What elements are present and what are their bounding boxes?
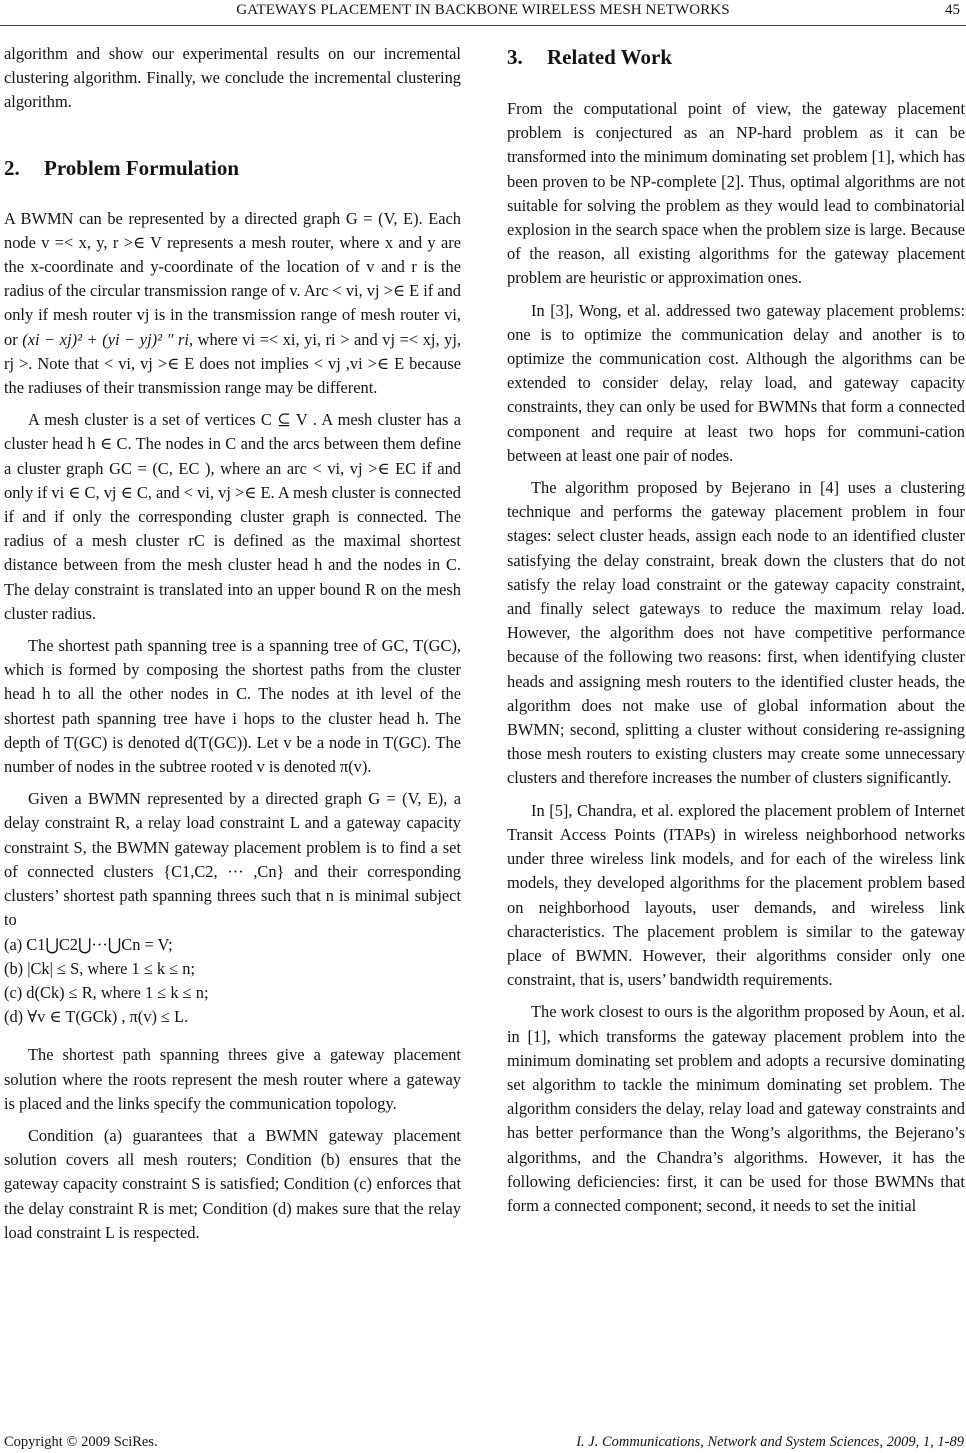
condition-a: (a) C1⋃C2⋃···⋃Cn = V; — [4, 934, 173, 954]
header-rule — [0, 25, 966, 26]
copyright-notice: Copyright © 2009 SciRes. — [4, 1434, 158, 1450]
paragraph: The work closest to ours is the algorithm proposed by Aoun, et al. in [1], which transforms the gateway placement problem into the minimum dominating set problem and adopts a recursive dominating set algorithm to tackle the minimum dominating set problem. The algorithm considers the delay, relay load and gateway constraints and has better performance than the Wong’s algorithms, the Bejerano’s algorithms, and the Chandra’s algorithms. However, it has the following deficiencies: first, it can be used for those BWMNs that form a connected component; second, it needs to set the initial — [507, 1002, 965, 1215]
paragraph: The shortest path spanning threes give a gateway placement solution where the roots represent the mesh router where a gateway is placed and the links specify the communication topology. — [4, 1045, 461, 1113]
paragraph: In [3], Wong, et al. addressed two gateway placement problems: one is to optimize the communication delay and another is to optimize the communication cost. Although the algorithms can be extended to consider delay, relay load, and gateway capacity constraints, they can only be used for BWMNs that form a connected component and require at least two hops for communi-cation between at least one pair of nodes. — [507, 300, 965, 465]
section-heading-3 — [507, 44, 965, 70]
page-number: 45 — [945, 2, 960, 18]
page-footer — [0, 1430, 966, 1452]
distance-formula: (xi − xj)² + (yi − yj)² ″ ri — [22, 329, 189, 349]
section-number: 3. — [507, 45, 523, 69]
section-title: Related Work — [547, 45, 673, 69]
paragraph: The algorithm proposed by Bejerano in [4] uses a clustering technique and performs the gateway placement problem in four stages: select cluster heads, assign each node to an identified cluster satisfying the delay constraint, break down the clusters that do not satisfy the relay load constraint or the gateway capacity constraint, and finally select gateways to reduce the maximum relay load. However, the algorithm does not have competitive performance because of the following two reasons: first, when identifying cluster heads and assigning mesh routers to the identified cluster heads, the algorithm does not make use of global information about the BWMN; second, splitting a cluster without considering re-assigning those mesh routers to existing clusters may create some unnecessary clusters and therefore increases the number of clusters significantly. — [507, 478, 965, 788]
right-column — [507, 42, 965, 1218]
intro-end-paragraph: algorithm and show our experimental results on our incremental clustering algorithm. Finally, we conclude the incremental clustering algorithm. — [4, 44, 461, 112]
section-number: 2. — [4, 155, 20, 180]
section-heading-2 — [4, 155, 461, 181]
left-column — [4, 42, 461, 1245]
paragraph: Condition (a) guarantees that a BWMN gateway placement solution covers all mesh routers; Condition (b) ensures that the gateway capacity constraint S is satisfied; Condition (c) enforces that the delay constraint R is met; Condition (d) makes sure that the relay load constraint L is respected. — [4, 1125, 461, 1242]
paragraph-text: A BWMN can be represented by a directed graph G = (V, E). Each node v =< x, y, r >∈ V represents a mesh router, where x and y are the x-coordinate and y-coordinate of the location of v and r is the radius of the circular transmission range of v. Arc < vi, vj >∈ E if and only if mesh router vj is in the transmission range of mesh router vi, or — [4, 208, 461, 349]
running-title: GATEWAYS PLACEMENT IN BACKBONE WIRELESS MESH NETWORKS — [236, 2, 730, 18]
paragraph: In [5], Chandra, et al. explored the placement problem of Internet Transit Access Points (ITAPs) in wireless neighborhood networks under three wireless link models, and for each of the wireless link models, they developed algorithms for the placement problem based on neighborhood layouts, user demands, and wireless link characteristics. The placement problem is similar to the gateway place of BWMN. However, their algorithms consider only one constraint, that is, users’ bandwidth requirements. — [507, 800, 965, 990]
paragraph: The shortest path spanning tree is a spanning tree of GC, T(GC), which is formed by composing the shortest paths from the cluster head h to all the other nodes in C. The nodes at ith level of the shortest path spanning tree have i hops to the cluster head h. The depth of T(GC) is denoted d(T(GC)). Let v be a node in T(GC). The number of nodes in the subtree rooted v is denoted π(v). — [4, 636, 461, 777]
paragraph: A mesh cluster is a set of vertices C ⊆ V . A mesh cluster has a cluster head h ∈ C. The nodes in C and the arcs between them define a cluster graph GC = (C, EC ), where an arc < vi, vj >∈ EC if and only if vi ∈ C, vj ∈ C, and < vi, vj >∈ E. A mesh cluster is connected if and if only the corresponding cluster graph is connected. The radius of a mesh cluster rC is defined as the maximal shortest distance between from the mesh cluster head h and the nodes in C. The delay constraint is translated into an upper bound R on the mesh cluster radius. — [4, 410, 461, 623]
condition-d: (d) ∀v ∈ T(GCk) , π(v) ≤ L. — [4, 1007, 189, 1027]
page-header — [0, 0, 966, 24]
section-title: Problem Formulation — [44, 155, 240, 180]
paragraph — [4, 207, 461, 401]
paragraph-text: , where vi =< xi, yi, ri > and vj =< xj, yj, rj >. Note that < vi, vj >∈ E does not implies < vj ,vi >∈ E because the radiuses of their transmission range may be different. — [4, 329, 462, 398]
condition-b: (b) |Ck| ≤ S, where 1 ≤ k ≤ n; — [4, 958, 196, 978]
journal-citation: I. J. Communications, Network and System Sciences, 2009, 1, 1-89 — [576, 1434, 964, 1450]
condition-c: (c) d(Ck) ≤ R, where 1 ≤ k ≤ n; — [4, 982, 209, 1002]
paragraph: Given a BWMN represented by a directed graph G = (V, E), a delay constraint R, a relay load constraint L and a gateway capacity constraint S, the BWMN gateway placement problem is to find a set of connected clusters {C1,C2, ··· ,Cn} and their corresponding clusters’ shortest path spanning threes such that n is minimal subject to — [4, 789, 461, 930]
paragraph: From the computational point of view, the gateway placement problem is conjectured as an NP-hard problem as it can be transformed into the minimum dominating set problem [1], which has been proven to be NP-complete [2]. Thus, optimal algorithms are not suitable for solving the problem as they would lead to combinatorial explosion in the search space when the problem size is large. Because of the reason, all existing algorithms for the gateway placement problem are heuristic or approximation ones. — [507, 99, 965, 288]
